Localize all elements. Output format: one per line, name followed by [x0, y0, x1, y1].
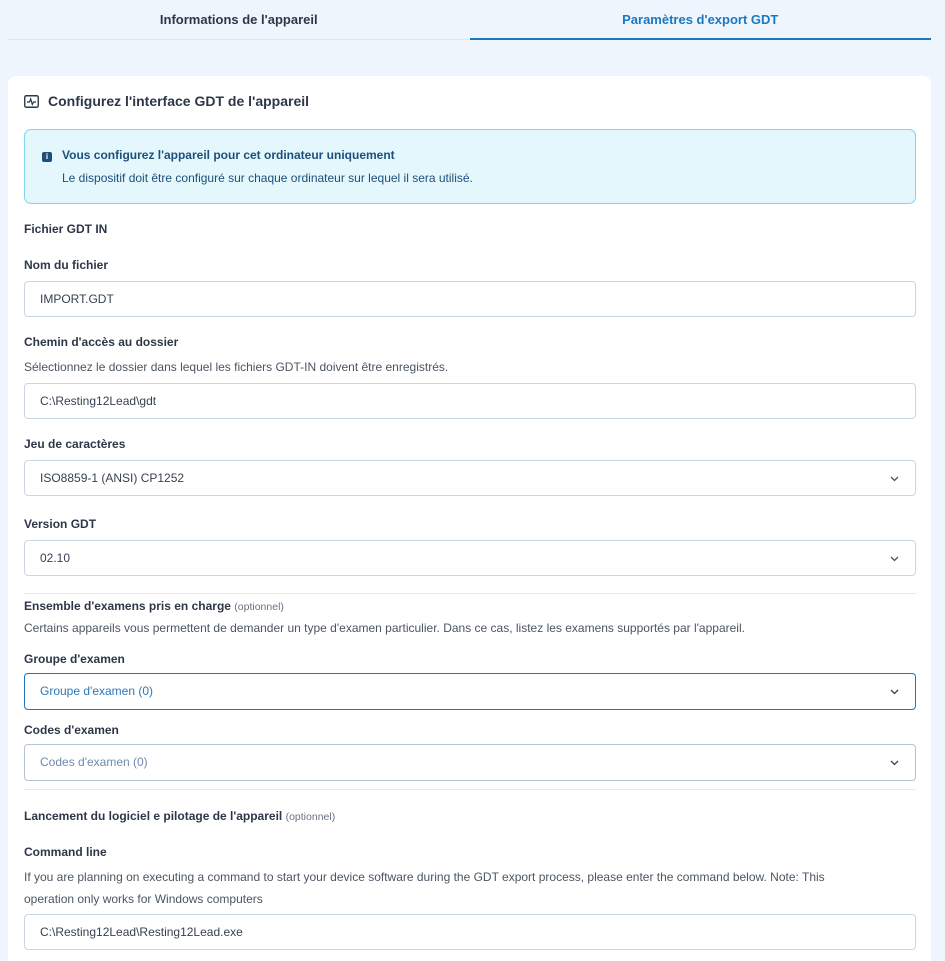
exam-codes-label: Codes d'examen: [24, 723, 119, 737]
optional-tag: (optionnel): [285, 811, 336, 823]
divider: [24, 789, 916, 790]
command-line-hint-2: operation only works for Windows computers: [24, 892, 263, 906]
divider: [24, 593, 916, 594]
chevron-down-icon: [890, 554, 899, 563]
card-title-text: Configurez l'interface GDT de l'appareil: [48, 93, 310, 109]
tab-device-info[interactable]: Informations de l'appareil: [159, 12, 318, 27]
tab-gdt-export-settings[interactable]: Paramètres d'export GDT: [470, 0, 932, 39]
charset-value: ISO8859-1 (ANSI) CP1252: [40, 471, 185, 485]
gdt-version-select[interactable]: [24, 540, 916, 576]
exams-hint: Certains appareils vous permettent de demander un type d'examen particulier. Dans ce cas, listez les examens supportés par l'appareil.: [24, 621, 745, 635]
exam-group-select[interactable]: [24, 673, 916, 710]
gdt-version-value: 02.10: [40, 551, 71, 565]
folder-path-hint: Sélectionnez le dossier dans lequel les fichiers GDT-IN doivent être enregistrés.: [24, 360, 449, 374]
folder-path-label: Chemin d'accès au dossier: [24, 335, 179, 349]
command-line-input[interactable]: C:\Resting12Lead\Resting12Lead.exe: [24, 914, 916, 950]
monitor-pulse-icon: [24, 95, 39, 108]
info-icon: i: [42, 152, 52, 162]
tab-bar: [8, 0, 931, 40]
chevron-down-icon: [890, 474, 899, 483]
exam-codes-value: Codes d'examen (0): [40, 755, 148, 769]
filename-label: Nom du fichier: [24, 258, 109, 272]
chevron-down-icon: [890, 687, 899, 696]
gdt-in-section-title: Fichier GDT IN: [24, 222, 108, 236]
command-line-hint-1: If you are planning on executing a command to start your device software during the GDT export process, please enter the command below. Note: This: [24, 870, 825, 884]
exams-section-title-text: Ensemble d'examens pris en charge: [24, 599, 231, 613]
filename-input[interactable]: IMPORT.GDT: [24, 281, 916, 317]
exam-group-label: Groupe d'examen: [24, 652, 125, 666]
launch-section-title: [24, 809, 335, 823]
exams-section-title: [24, 599, 284, 613]
charset-label: Jeu de caractères: [24, 437, 126, 451]
charset-select[interactable]: [24, 460, 916, 496]
exam-codes-select[interactable]: [24, 744, 916, 781]
command-line-label: Command line: [24, 845, 107, 859]
exam-group-value: Groupe d'examen (0): [40, 684, 154, 698]
launch-section-title-text: Lancement du logiciel e pilotage de l'appareil: [24, 809, 283, 823]
alert-text: Le dispositif doit être configuré sur chaque ordinateur sur lequel il sera utilisé.: [62, 171, 473, 185]
info-alert: [24, 129, 916, 204]
gdt-config-card: [8, 76, 931, 961]
chevron-down-icon: [890, 758, 899, 767]
folder-path-input[interactable]: C:\Resting12Lead\gdt: [24, 383, 916, 419]
card-title: [24, 93, 309, 109]
optional-tag: (optionnel): [234, 601, 284, 613]
alert-title: Vous configurez l'appareil pour cet ordinateur uniquement: [62, 148, 395, 162]
gdt-version-label: Version GDT: [24, 517, 97, 531]
